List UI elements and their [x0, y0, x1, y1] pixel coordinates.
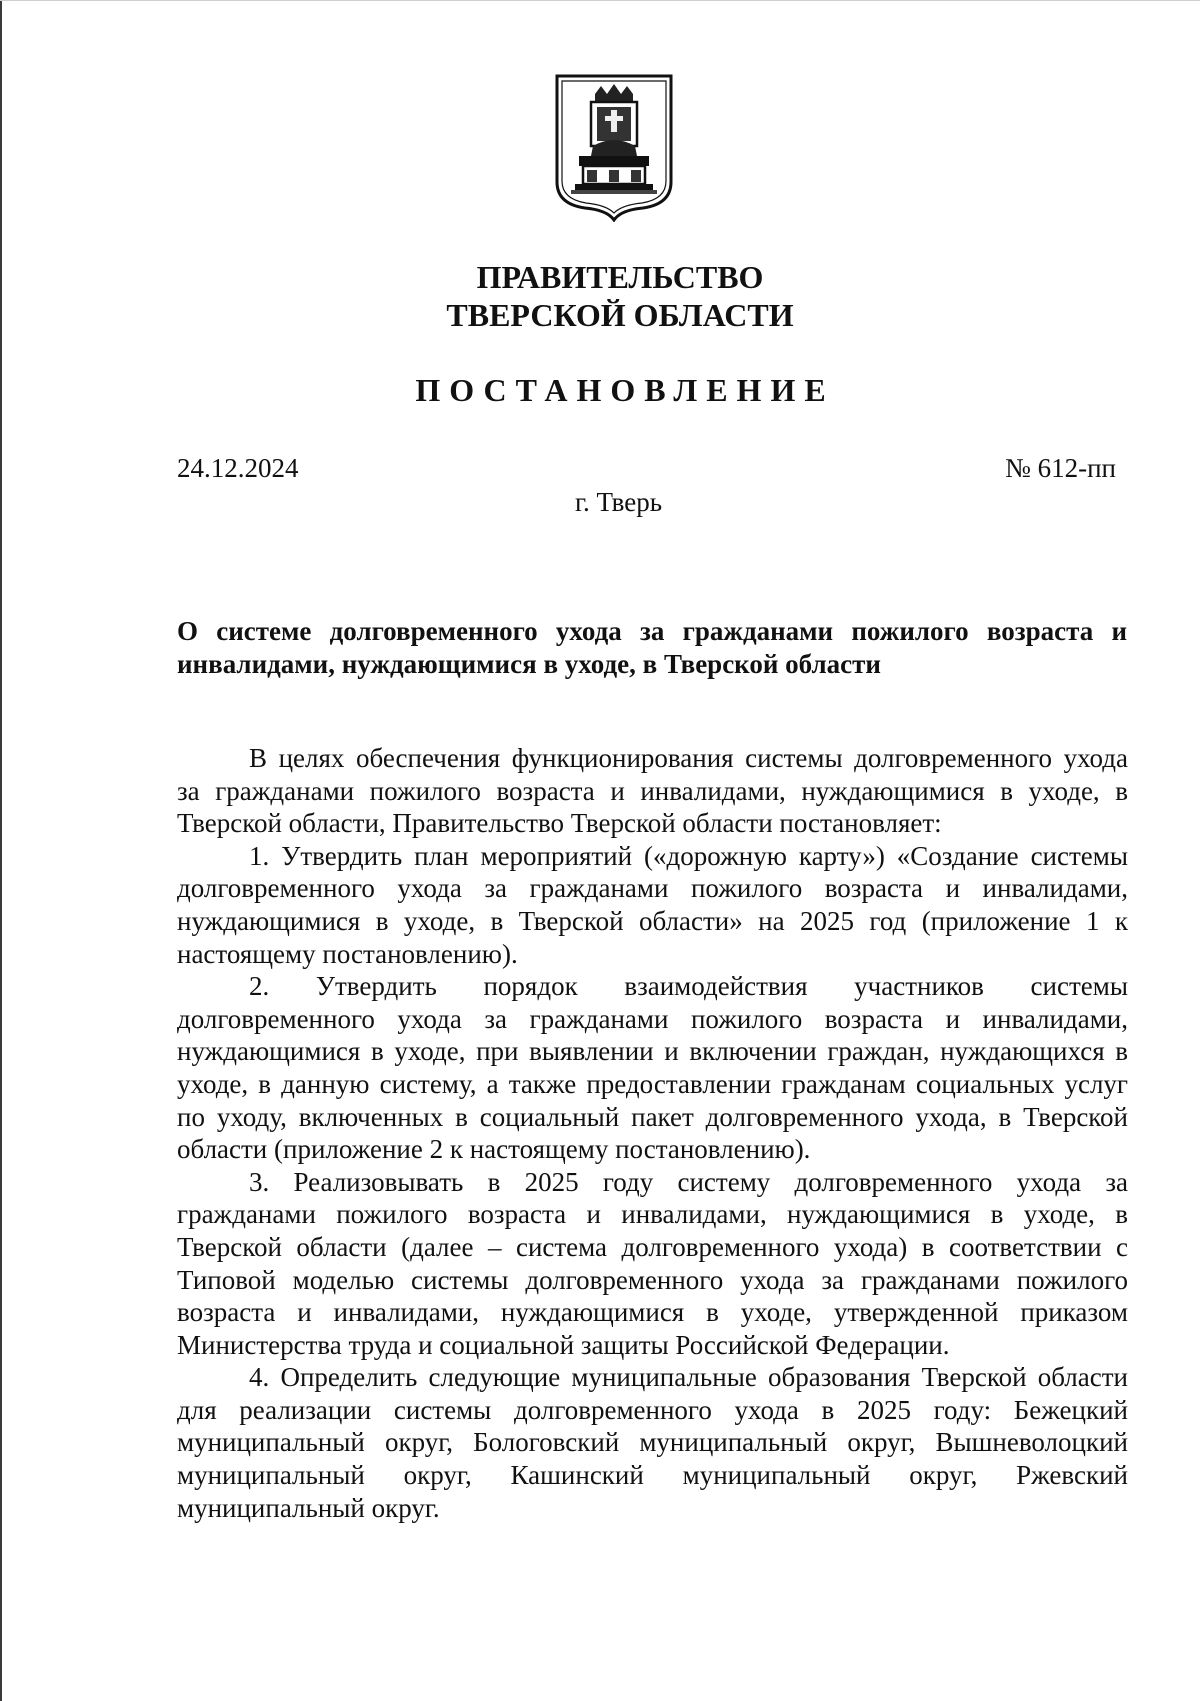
document-title: О системе долговременного ухода за гражданами пожилого возраста и инвалидами, нуждающимися в уходе, в Тверской области [177, 616, 1127, 679]
tver-coat-of-arms-icon [553, 72, 675, 222]
paragraph-preamble: В целях обеспечения функционирования системы долговременного ухода за гражданами пожилого возраста и инвалидами, нуждающимися в уходе, в Тверской области, Правительство Тверской области постановляет: [177, 743, 1128, 839]
organization-name-line2: ТВЕРСКОЙ ОБЛАСТИ [446, 297, 794, 333]
document-number: № 612-пп [1005, 453, 1116, 483]
document-type: ПОСТАНОВЛЕНИЕ [415, 372, 835, 408]
document-body [177, 742, 1128, 1524]
paragraph-item-2: 2. Утвердить порядок взаимодействия участников системы долговременного ухода за гражданами пожилого возраста и инвалидами, нуждающимися в уходе, при выявлении и включении граждан, нуждающихся в уходе, в данную систему, а также предоставлении гражданам социальных услуг по уходу, включенных в социальный пакет долговременного ухода, в Тверской области (приложение 2 к настоящему постановлению). [177, 971, 1128, 1165]
organization-name [0, 258, 1200, 334]
paragraph-item-4: 4. Определить следующие муниципальные образования Тверской области для реализации системы долговременного ухода в 2025 году: Бежецкий муниципальный округ, Бологовский муниципальный округ, Вышневолоцкий муниципальный округ, Кашинский муниципальный округ, Ржевский муниципальный округ. [177, 1362, 1128, 1523]
scan-edge-left [0, 0, 2, 1701]
document-city: г. Тверь [574, 487, 663, 517]
paragraph-item-1: 1. Утвердить план мероприятий («дорожную карту») «Создание системы долговременного ухода за гражданами пожилого возраста и инвалидами, нуждающимися в уходе, в Тверской области» на 2025 год (приложение 1 к настоящему постановлению). [177, 840, 1128, 969]
organization-name-line1: ПРАВИТЕЛЬСТВО [476, 259, 764, 295]
document-date: 24.12.2024 [177, 453, 299, 483]
paragraph-item-3: 3. Реализовывать в 2025 году систему долговременного ухода за гражданами пожилого возраста и инвалидами, нуждающимися в уходе, в Тверской области (далее – система долговременного ухода) в соответствии с Типовой моделью системы долговременного ухода за гражданами пожилого возраста и инвалидами, нуждающимися в уходе, утвержденной приказом Министерства труда и социальной защиты Российской Федерации. [177, 1166, 1128, 1360]
scan-edge-top [0, 0, 1200, 1]
